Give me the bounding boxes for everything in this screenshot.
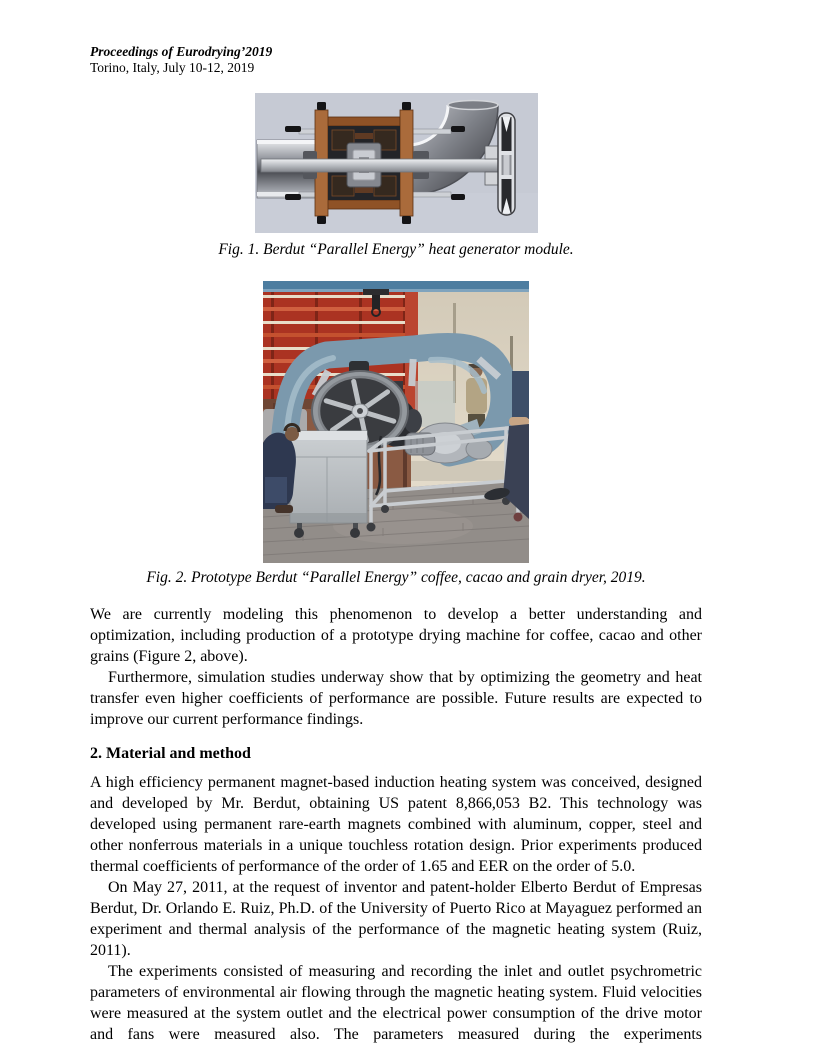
heat-generator-cad (255, 93, 538, 233)
paragraph-experiment-2011: On May 27, 2011, at the request of inventor and patent-holder Elberto Berdut of Empresas Berdut, Dr. Orlando E. Ruiz, Ph.D. of the University of Puerto Rico at Mayaguez performed an experiment and thermal analysis of the performance of the magnetic heating system (Ruiz, 2011). (90, 879, 702, 959)
paragraph-simulation: Furthermore, simulation studies underway show that by optimizing the geometry and heat transfer even higher coefficients of performance are possible. Future results are expected to improve our current performance findings. (90, 669, 702, 728)
proceedings-location-date: Torino, Italy, July 10-12, 2019 (90, 60, 255, 75)
stainless-cabinet (290, 431, 367, 538)
section-heading-material-and-method: 2. Material and method (90, 745, 251, 762)
belt-pulley (498, 113, 515, 215)
page-content (90, 44, 702, 1045)
figure-1-caption: Fig. 1. Berdut “Parallel Energy” heat generator module. (218, 241, 574, 258)
figure-1-image (255, 93, 538, 233)
paragraph-heating-system: A high efficiency permanent magnet-based induction heating system was conceived, designed and developed by Mr. Berdut, obtaining US patent 8,866,053 B2. This technology was developed using permanent rare-earth magnets combined with aluminum, copper, steel and other nonferrous materials in a unique touchless rotation design. Prior experiments produced thermal coefficients of performance of the order of 1.65 and EER on the order of 5.0. (90, 774, 702, 875)
figure-2-image (263, 281, 529, 563)
body-text (90, 604, 702, 1045)
prototype-dryer-photo (263, 281, 529, 563)
page-header (90, 44, 702, 76)
proceedings-title: Proceedings of Eurodrying’2019 (90, 44, 273, 59)
figure-2-caption: Fig. 2. Prototype Berdut “Parallel Energy” coffee, cacao and grain dryer, 2019. (146, 569, 646, 586)
paragraph-measurements: The experiments consisted of measuring and recording the inlet and outlet psychrometric parameters of environmental air flowing through the magnetic heating system. Fluid velocities were measured at the system outlet and the electrical power consumption of the drive motor and fans were measured also. The parameters measured during the experiments (90, 963, 702, 1043)
drive-shaft (261, 159, 515, 172)
paragraph-modeling: We are currently modeling this phenomenon to develop a better understanding and optimization, including production of a prototype drying machine for coffee, cacao and other grains (Figure 2, above). (90, 606, 702, 665)
ceiling-beam (263, 281, 529, 292)
